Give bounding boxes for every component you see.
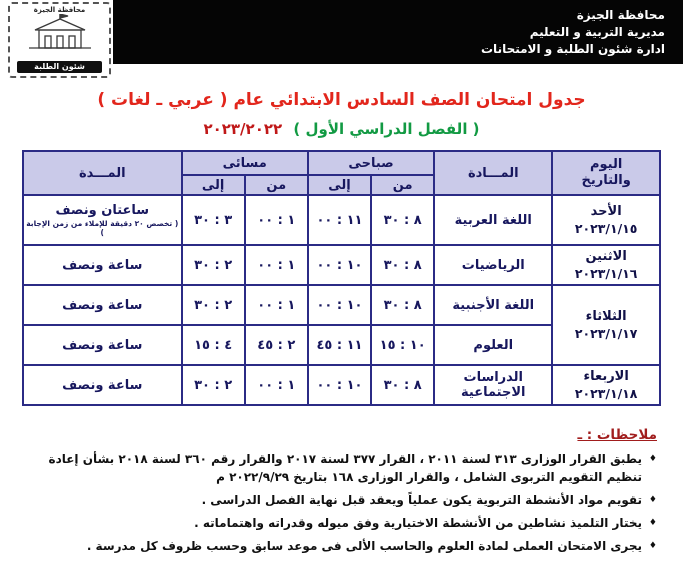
note-item: [14, 491, 657, 509]
official-stamp: [8, 2, 111, 78]
org-line-directorate: مديرية التربية و التعليم: [529, 25, 665, 39]
day-name: الاربعاء: [583, 369, 629, 384]
notes-section: [14, 424, 657, 560]
duration-cell: ساعة ونصف: [23, 285, 182, 325]
evening-from-cell: ٢ : ٤٥: [245, 325, 308, 365]
day-name: الأحد: [590, 204, 622, 219]
morning-to-cell: ١٠ : ٠٠: [308, 245, 371, 285]
duration-cell: ساعة ونصف: [23, 365, 182, 405]
day-cell: [552, 245, 660, 285]
morning-from-cell: ٨ : ٣٠: [371, 245, 434, 285]
col-header-duration: المـــدة: [23, 151, 182, 195]
evening-from-cell: ١ : ٠٠: [245, 285, 308, 325]
day-cell: [552, 285, 660, 365]
stamp-top-text: محافظة الجيزة: [33, 6, 86, 14]
col-header-evening: مسائى: [182, 151, 308, 175]
morning-to-cell: ١١ : ٤٥: [308, 325, 371, 365]
note-item: [14, 514, 657, 532]
diamond-bullet-icon: ♦: [648, 541, 657, 551]
stamp-bottom-ribbon: شئون الطلبة: [17, 61, 102, 73]
academic-year: ٢٠٢٣/٢٠٢٢: [203, 120, 283, 138]
table-row: [23, 365, 660, 405]
morning-to-cell: ١٠ : ٠٠: [308, 285, 371, 325]
col-header-day-line1: اليوم: [589, 156, 623, 172]
duration-cell: ساعة ونصف: [23, 245, 182, 285]
day-date: ٢٠٢٣/١/١٧: [574, 326, 638, 341]
morning-to-cell: ١٠ : ٠٠: [308, 365, 371, 405]
day-cell: [552, 195, 660, 245]
day-date: ٢٠٢٣/١/١٦: [574, 266, 638, 281]
col-header-day: [552, 151, 660, 195]
org-line-governorate: محافظة الجيزة: [576, 8, 665, 22]
day-name: الثلاثاء: [585, 309, 627, 324]
col-header-morning-to: إلى: [308, 175, 371, 195]
page-subtitle: [0, 120, 683, 138]
subject-cell: اللغة العربية: [434, 195, 552, 245]
note-item: [14, 450, 657, 486]
duration-cell: [23, 195, 182, 245]
morning-to-cell: ١١ : ٠٠: [308, 195, 371, 245]
col-header-day-line2: والتاريخ: [581, 173, 631, 188]
evening-from-cell: ١ : ٠٠: [245, 365, 308, 405]
duration-text: ساعتان ونصف: [55, 203, 150, 218]
subject-cell: الدراسات الاجتماعية: [434, 365, 552, 405]
evening-to-cell: ٤ : ١٥: [182, 325, 245, 365]
col-header-subject: المـــادة: [434, 151, 552, 195]
header-banner: [113, 0, 683, 64]
term-label: ( الفصل الدراسي الأول ): [293, 120, 480, 138]
org-line-administration: ادارة شئون الطلبة و الامتحانات: [481, 42, 665, 56]
school-building-icon: [25, 14, 95, 52]
subject-cell: الرياضيات: [434, 245, 552, 285]
subject-cell: اللغة الأجنبية: [434, 285, 552, 325]
day-name: الاثنين: [585, 249, 627, 264]
evening-to-cell: ٣ : ٣٠: [182, 195, 245, 245]
evening-to-cell: ٢ : ٣٠: [182, 365, 245, 405]
page-title: جدول امتحان الصف السادس الابتدائي عام ( عربي ـ لغات ): [97, 90, 586, 110]
morning-from-cell: ١٠ : ١٥: [371, 325, 434, 365]
day-date: ٢٠٢٣/١/١٥: [574, 221, 638, 236]
note-text: يختار التلميذ نشاطين من الأنشطة الاختيارية وفق ميوله وقدراته واهتماماته .: [194, 516, 642, 530]
evening-to-cell: ٢ : ٣٠: [182, 245, 245, 285]
col-header-morning-from: من: [371, 175, 434, 195]
evening-to-cell: ٢ : ٣٠: [182, 285, 245, 325]
morning-from-cell: ٨ : ٣٠: [371, 365, 434, 405]
diamond-bullet-icon: ♦: [648, 518, 657, 528]
table-row: [23, 195, 660, 245]
table-row: [23, 245, 660, 285]
evening-from-cell: ١ : ٠٠: [245, 245, 308, 285]
day-date: ٢٠٢٣/١/١٨: [574, 386, 638, 401]
col-header-morning: صباحى: [308, 151, 434, 175]
subject-cell: العلوم: [434, 325, 552, 365]
col-header-evening-from: من: [245, 175, 308, 195]
evening-from-cell: ١ : ٠٠: [245, 195, 308, 245]
diamond-bullet-icon: ♦: [648, 495, 657, 505]
diamond-bullet-icon: ♦: [648, 454, 657, 464]
notes-label: ملاحظات : ـ: [577, 427, 657, 443]
note-text: يجرى الامتحان العملى لمادة العلوم والحاسب الألى فى موعد سابق وحسب ظروف كل مدرسة .: [86, 539, 642, 553]
day-cell: [552, 365, 660, 405]
note-text: يطبق القرار الوزارى ٣١٣ لسنة ٢٠١١ ، القرار ٣٧٧ لسنة ٢٠١٧ والقرار رقم ٣٦٠ لسنة ٢٠١٨ بشأن إعادة تنظيم التقويم التربوى الشامل ، والقرار الوزارى ١٦٨ بتاريخ ٢٠٢٢/٩/٢٩ م: [48, 452, 642, 484]
col-header-evening-to: إلى: [182, 175, 245, 195]
exam-schedule-table: [22, 150, 661, 406]
note-text: تقويم مواد الأنشطة التربوية يكون عملياً ويعقد قبل نهاية الفصل الدراسى .: [201, 493, 642, 507]
duration-cell: ساعة ونصف: [23, 325, 182, 365]
table-row: [23, 285, 660, 325]
duration-note: ( تخصص ٢٠ دقيقة للإملاء من زمن الإجابة ): [26, 219, 179, 237]
note-item: [14, 537, 657, 555]
morning-from-cell: ٨ : ٣٠: [371, 195, 434, 245]
morning-from-cell: ٨ : ٣٠: [371, 285, 434, 325]
